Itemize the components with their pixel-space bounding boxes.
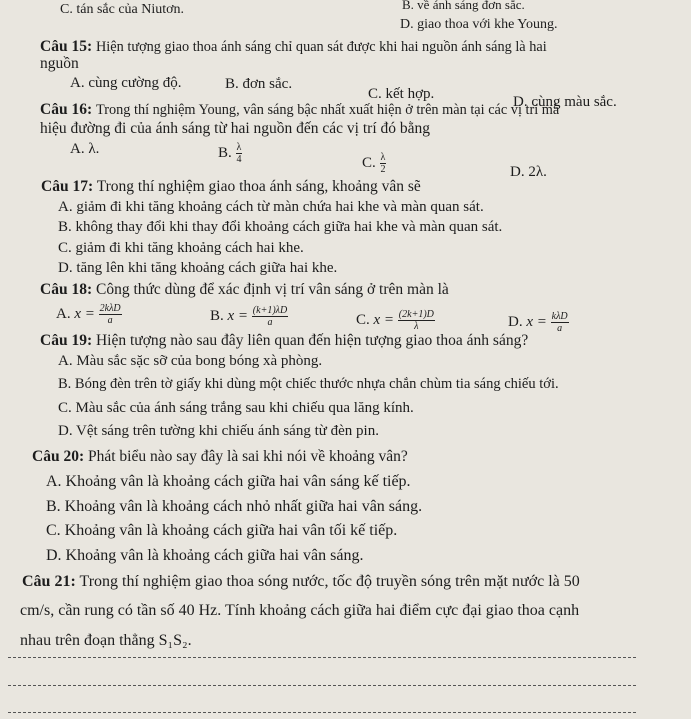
question-19-label: Câu 19: [40,332,93,349]
question-15 [40,38,547,56]
q16-option-d: D. 2λ. [510,164,547,180]
q15-option-c: C. kết hợp. [368,86,435,102]
question-19 [40,332,528,350]
q19-option-a: A. Màu sắc sặc sỡ của bong bóng xà phòng. [58,353,323,369]
q19-option-b: B. Bóng đèn trên tờ giấy khi dùng một chiếc thước nhựa chắn chùm tia sáng chiếu tới. [58,376,559,392]
q14-option-b: B. về ánh sáng đơn sắc. [402,0,525,12]
question-15-label: Câu 15: [40,38,93,55]
q14-option-d: D. giao thoa với khe Young. [400,17,558,32]
question-16-text-cont: hiệu đường đi của ánh sáng từ hai nguồn đến các vị trí đó bằng [40,120,431,137]
question-17-text: Trong thí nghiệm giao thoa ánh sáng, khoảng vân sẽ [96,178,421,195]
q17-option-a: A. giảm đi khi tăng khoảng cách từ màn chứa hai khe và màn quan sát. [58,199,484,215]
question-21-text-cont2: nhau trên đoạn thẳng S₁S₂. [20,632,192,649]
question-21-text: Trong thí nghiệm giao thoa sóng nước, tốc độ truyền sóng trên mặt nước là 50 [79,573,580,590]
q19-option-c: C. Màu sắc của ánh sáng trắng sau khi chiếu qua lăng kính. [58,400,414,416]
question-20 [32,448,408,466]
q18-option-d: D. x = $\frac{\text{kλD}}{a}$ [508,311,568,334]
question-19-text: Hiện tượng nào sau đây liên quan đến hiện tượng giao thoa ánh sáng? [95,332,529,349]
q20-option-d: D. Khoảng vân là khoảng cách giữa hai vân sáng. [46,547,364,564]
fraction: $\frac{(2k+1)D}{\lambda}$ [398,309,434,332]
q15-option-d: D. cùng màu sắc. [513,94,617,110]
fraction: $\frac{\lambda}{2}$ [380,152,386,175]
fraction: $\frac{\lambda}{4}$ [236,142,242,165]
question-16 [40,101,559,119]
question-18 [40,281,449,299]
fraction: $\frac{\text{2kλD}}{a}$ [99,303,121,326]
question-20-text: Phát biểu nào say đây là sai khi nói về khoảng vân? [87,448,408,465]
fraction: $\frac{\text{kλD}}{a}$ [551,311,568,334]
question-20-label: Câu 20: [32,448,85,465]
q15-option-a: A. cùng cường độ. [70,75,182,91]
question-15-text-cont: nguồn [40,55,79,72]
question-21-label: Câu 21: [22,573,76,590]
question-21-text-cont: cm/s, cần rung có tần số 40 Hz. Tính khoảng cách giữa hai điểm cực đại giao thoa cạnh [20,602,580,619]
q16-option-c: C. $\frac{\lambda}{2}$ [362,152,386,175]
q16-option-b: B. $\frac{\lambda}{4}$ [218,142,242,165]
q20-option-b: B. Khoảng vân là khoảng cách nhỏ nhất giữa hai vân sáng. [46,498,423,515]
q18-option-c: C. x = $\frac{(2k+1)D}{\lambda}$ [356,309,434,332]
question-16-label: Câu 16: [40,101,93,118]
answer-line [8,712,636,713]
question-15-text: Hiện tượng giao thoa ánh sáng chỉ quan sát được khi hai nguồn ánh sáng là hai [95,39,547,55]
answer-line [8,685,636,686]
q20-option-c: C. Khoảng vân là khoảng cách giữa hai vân tối kế tiếp. [46,522,398,539]
question-16-text: Trong thí nghiệm Young, vân sáng bậc nhất xuất hiện ở trên màn tại các vị trí mà [95,102,560,118]
question-17-label: Câu 17: [41,178,94,195]
q20-option-a: A. Khoảng vân là khoảng cách giữa hai vân sáng kế tiếp. [46,473,411,490]
question-21 [22,573,580,591]
q15-option-b: B. đơn sắc. [225,76,293,92]
fraction: $\frac{(k+1)\lambda D}{a}$ [252,305,288,328]
q18-option-a: A. x = $\frac{\text{2kλD}}{a}$ [56,303,121,326]
q14-option-c: C. tán sắc của Niutơn. [60,2,185,17]
question-17 [41,178,421,196]
q17-option-b: B. không thay đổi khi thay đổi khoảng cách giữa hai khe và màn quan sát. [58,219,503,235]
answer-line [8,657,636,658]
q18-option-b: B. x = $\frac{(k+1)\lambda D}{a}$ [210,305,288,328]
q17-option-d: D. tăng lên khi tăng khoảng cách giữa hai khe. [58,260,338,276]
q19-option-d: D. Vệt sáng trên tường khi chiếu ánh sáng từ đèn pin. [58,423,379,439]
question-18-text: Công thức dùng để xác định vị trí vân sáng ở trên màn là [95,281,449,298]
q16-option-a: A. λ. [70,141,100,157]
q17-option-c: C. giảm đi khi tăng khoảng cách hai khe. [58,240,304,256]
question-18-label: Câu 18: [40,281,93,298]
